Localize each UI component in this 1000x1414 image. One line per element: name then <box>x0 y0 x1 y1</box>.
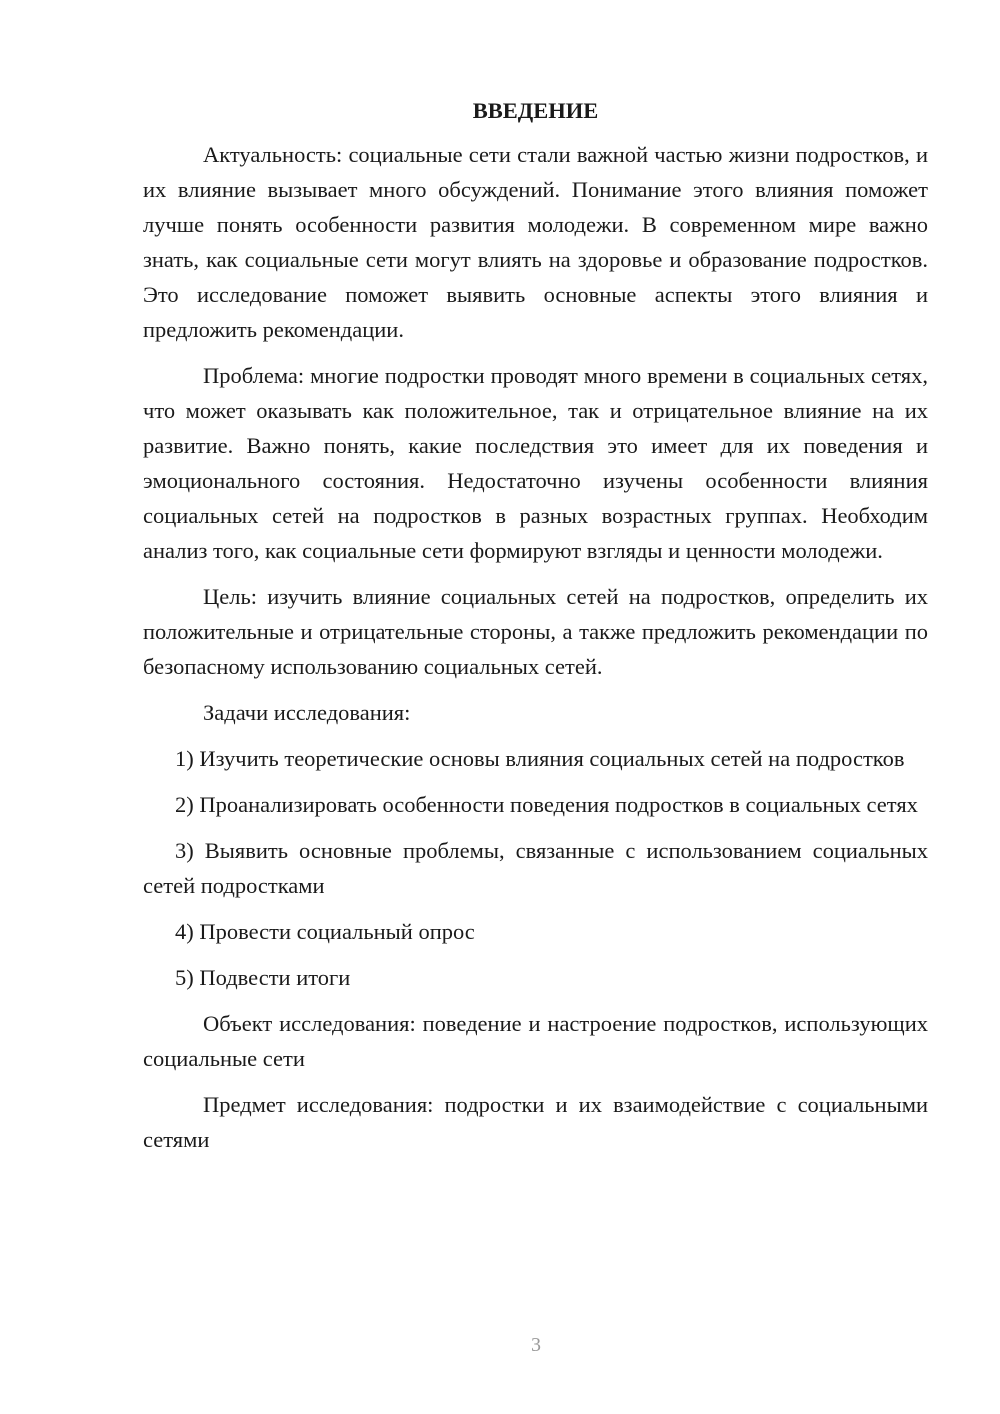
page-number: 3 <box>531 1334 541 1356</box>
paragraph-goal: Цель: изучить влияние социальных сетей на подростков, определить их положительные и отрицательные стороны, а также предложить рекомендации по безопасному использованию социальных сетей. <box>143 584 928 679</box>
page-title: ВВЕДЕНИЕ <box>472 98 599 123</box>
task-item-5: 5) Подвести итоги <box>175 965 351 990</box>
paragraph-relevance: Актуальность: социальные сети стали важной частью жизни подростков, и их влияние вызывает много обсуждений. Понимание этого влияния поможет лучше понять особенности развития молодежи. В современном мире важно знать, как социальные сети могут влиять на здоровье и образование подростков. Это исследование поможет выявить основные аспекты этого влияния и предложить рекомендации. <box>143 142 928 342</box>
task-item-2: 2) Проанализировать особенности поведения подростков в социальных сетях <box>175 792 918 817</box>
paragraph-problem: Проблема: многие подростки проводят много времени в социальных сетях, что может оказывать как положительное, так и отрицательное влияние на их развитие. Важно понять, какие последствия это имеет для их поведения и эмоционального состояния. Недостаточно изучены особенности влияния социальных сетей на подростков в разных возрастных группах. Необходим анализ того, как социальные сети формируют взгляды и ценности молодежи. <box>143 363 928 563</box>
paragraph-subject: Предмет исследования: подростки и их взаимодействие с социальными сетями <box>143 1092 928 1152</box>
tasks-heading: Задачи исследования: <box>203 700 411 725</box>
task-item-3: 3) Выявить основные проблемы, связанные с использованием социальных сетей подростками <box>143 838 928 898</box>
page-content <box>143 96 928 1168</box>
task-item-1: 1) Изучить теоретические основы влияния социальных сетей на подростков <box>175 746 905 771</box>
paragraph-object: Объект исследования: поведение и настроение подростков, использующих социальные сети <box>143 1011 928 1071</box>
task-item-4: 4) Провести социальный опрос <box>175 919 475 944</box>
